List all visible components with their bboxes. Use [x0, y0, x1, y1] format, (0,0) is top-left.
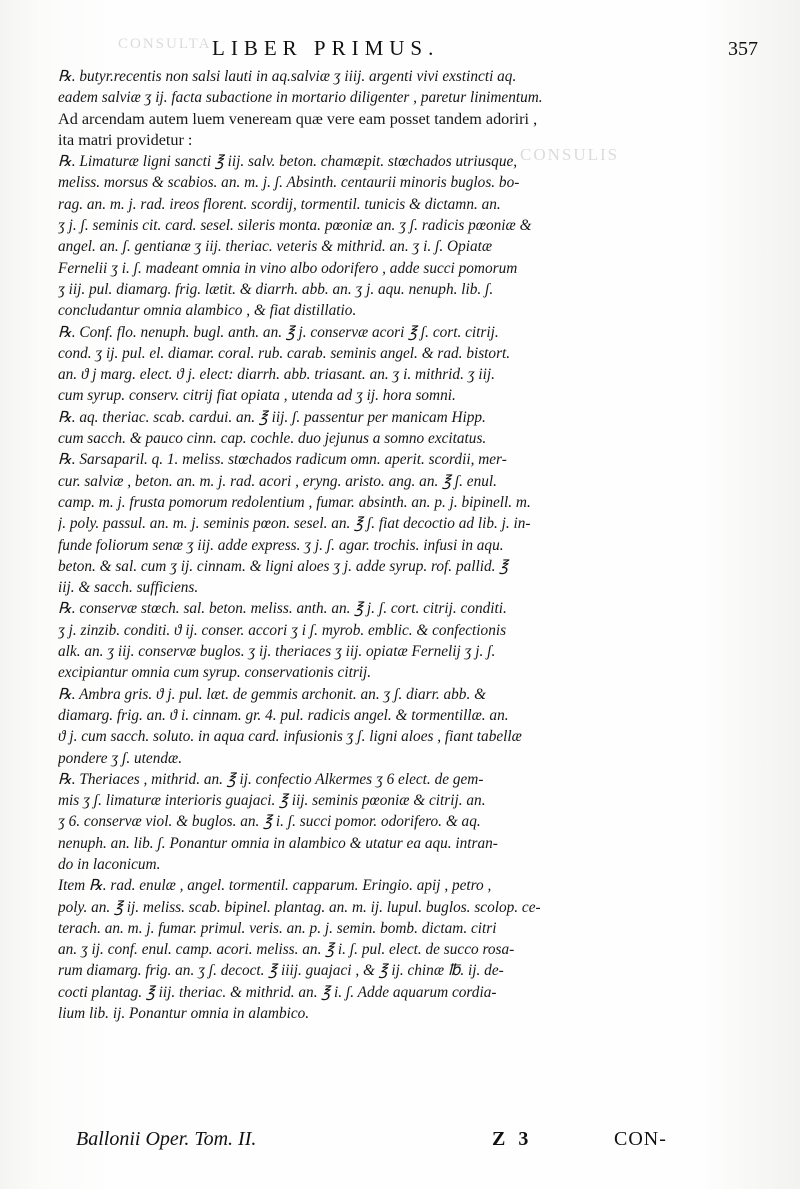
text-line: concludantur omnia alambico , & fiat distillatio.: [58, 302, 357, 320]
text-line: ʒ j. ʃ. seminis cit. card. sesel. sileris monta. pœoniæ an. ʒ ʃ. radicis pœoniæ &: [58, 217, 532, 235]
running-title: LIBER PRIMUS.: [212, 36, 440, 60]
text-line: eadem salviæ ʒ ij. facta subactione in mortario diligenter , paretur linimentum.: [58, 89, 543, 107]
text-line: ϑ j. cum sacch. soluto. in aqua card. infusionis ʒ ʃ. ligni aloes , fiant tabellæ: [58, 728, 522, 746]
text-line: alk. an. ʒ iij. conservæ buglos. ʒ ij. theriaces ʒ iij. opiatæ Fernelij ʒ j. ʃ.: [58, 643, 496, 661]
text-line: cocti plantag. ℥ iij. theriac. & mithrid. an. ℥ i. ʃ. Adde aquarum cordia-: [58, 983, 497, 1001]
text-line: an. ϑ j marg. elect. ϑ j. elect: diarrh. abb. triasant. an. ʒ i. mithrid. ʒ iij.: [58, 366, 495, 384]
page-footer: [0, 1128, 800, 1158]
text-line: cond. ʒ ij. pul. el. diamar. coral. rub. carab. seminis angel. & rad. bistort.: [58, 344, 511, 362]
text-line: cum syrup. conserv. citrij fiat opiata , utenda ad ʒ ij. hora somni.: [58, 387, 456, 405]
text-line: ʒ j. zinzib. conditi. ϑ ij. conser. accori ʒ i ʃ. myrob. emblic. & confectionis: [58, 621, 507, 639]
text-line: funde foliorum senæ ʒ iij. adde express. ʒ j. ʃ. agar. trochis. infusi in aqu.: [58, 536, 504, 554]
text-line: ℞. Sarsaparil. q. 1. meliss. stœchados radicum omn. aperit. scordii, mer-: [58, 451, 507, 469]
text-line: angel. an. ʃ. gentianæ ʒ iij. theriac. veteris & mithrid. an. ʒ i. ʃ. Opiatæ: [58, 238, 493, 256]
text-line: ℞. Conf. flo. nenuph. bugl. anth. an. ℥ j. conservæ acori ℥ ʃ. cort. citrij.: [58, 323, 499, 341]
text-line: rag. an. m. j. rad. ireos florent. scordij, tormentil. tunicis & dictamn. an.: [58, 195, 501, 213]
text-line: ℞. butyr.recentis non salsi lauti in aq.salviæ ʒ iiij. argenti vivi exstincti aq.: [58, 68, 517, 85]
page-header: [0, 36, 800, 66]
text-line: Ad arcendam autem luem veneream quæ vere eam posset tandem adoriri ,: [58, 109, 538, 128]
text-line: lium lib. ij. Ponantur omnia in alambico.: [58, 1005, 310, 1023]
text-line: j. poly. passul. an. m. j. seminis pœon. sesel. an. ℥ ʃ. fiat decoctio ad lib. j. in-: [58, 515, 531, 533]
text-line: rum diamarg. frig. an. ʒ ʃ. decoct. ℥ iiij. guajaci , & ℥ ij. chinæ ℔. ij. de-: [58, 962, 504, 980]
text-line: excipiantur omnia cum syrup. conservationis citrij.: [58, 664, 372, 682]
bleed-through-text: CONSULIS: [520, 145, 620, 164]
text-line: pondere ʒ ʃ. utendæ.: [58, 749, 183, 767]
text-line: nenuph. an. lib. ʃ. Ponantur omnia in alambico & utatur ea aqu. intran-: [58, 834, 498, 852]
text-line: ʒ 6. conservæ viol. & buglos. an. ℥ i. ʃ. succi pomor. odorifero. & aq.: [58, 813, 481, 831]
text-line: cum sacch. & pauco cinn. cap. cochle. duo jejunus a somno excitatus.: [58, 430, 487, 448]
text-line: ℞. conservæ stœch. sal. beton. meliss. anth. an. ℥ j. ʃ. cort. citrij. conditi.: [58, 600, 507, 618]
text-line: an. ʒ ij. conf. enul. camp. acori. meliss. an. ℥ i. ʃ. pul. elect. de succo rosa-: [58, 941, 515, 959]
text-line: ita matri providetur :: [58, 130, 193, 149]
text-line: poly. an. ℥ ij. meliss. scab. bipinel. plantag. an. m. ij. lupul. buglos. scolop. ce-: [58, 898, 541, 916]
text-line: iij. & sacch. sufficiens.: [58, 579, 199, 597]
text-line: cur. salviæ , beton. an. m. j. rad. acori , eryng. aristo. ang. an. ℥ ʃ. enul.: [58, 472, 497, 490]
text-line: camp. m. j. frusta pomorum redolentium , fumar. absinth. an. p. j. bipinell. m.: [58, 493, 531, 511]
text-line: ℞. Limaturæ ligni sancti ℥ iij. salv. beton. chamæpit. stœchados utriusque,: [58, 153, 518, 171]
text-line: beton. & sal. cum ʒ ij. cinnam. & ligni aloes ʒ j. adde syrup. rof. pallid. ℥: [58, 557, 509, 575]
text-line: Item ℞. rad. enulæ , angel. tormentil. capparum. Eringio. apij , petro ,: [58, 877, 492, 895]
text-line: diamarg. frig. an. ϑ i. cinnam. gr. 4. pul. radicis angel. & tormentillæ. an.: [58, 706, 509, 724]
body-text: [58, 66, 698, 1024]
catchword: CON-: [614, 1128, 667, 1150]
text-line: do in laconicum.: [58, 855, 161, 873]
text-line: ℞. aq. theriac. scab. cardui. an. ℥ iij. ʃ. passentur per manicam Hipp.: [58, 408, 486, 426]
bleed-through-text: CONSULTA: [118, 36, 212, 52]
text-line: ℞. Ambra gris. ϑ j. pul. læt. de gemmis archonit. an. ʒ ʃ. diarr. abb. &: [58, 685, 487, 703]
page-number: 357: [728, 38, 758, 60]
signature-mark: Z 3: [492, 1128, 533, 1150]
footer-author: Ballonii Oper. Tom. II.: [76, 1128, 257, 1150]
text-line: terach. an. m. j. fumar. primul. veris. an. p. j. semin. bomb. dictam. citri: [58, 919, 497, 937]
text-line: ʒ iij. pul. diamarg. frig. lætit. & diarrh. abb. an. ʒ j. aqu. nenuph. lib. ʃ.: [58, 280, 494, 298]
text-line: meliss. morsus & scabios. an. m. j. ʃ. Absinth. centaurii minoris buglos. bo-: [58, 174, 520, 192]
text-line: Fernelii ʒ i. ʃ. madeant omnia in vino albo odorifero , adde succi pomorum: [58, 259, 518, 277]
text-line: mis ʒ ʃ. limaturæ interioris guajaci. ℥ iij. seminis pœoniæ & citrij. an.: [58, 792, 486, 810]
text-line: ℞. Theriaces , mithrid. an. ℥ ij. confectio Alkermes ʒ 6 elect. de gem-: [58, 770, 484, 788]
